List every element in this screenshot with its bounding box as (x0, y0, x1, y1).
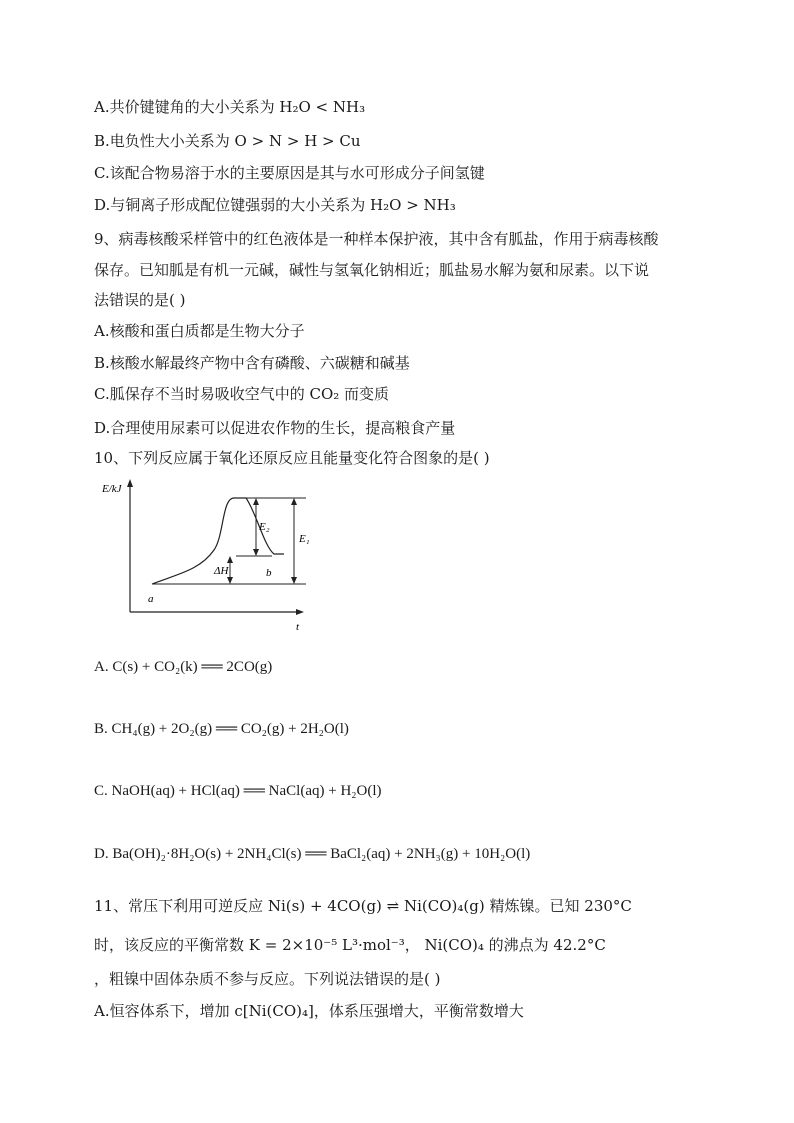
energy-diagram (96, 476, 326, 636)
q8-option-b: B.电负性大小关系为 O > N > H > Cu (94, 132, 361, 150)
q8-option-a: A.共价键键角的大小关系为 H₂O < NH₃ (94, 98, 366, 116)
q10-stem: 10、下列反应属于氧化还原反应且能量变化符合图象的是( ) (94, 449, 490, 467)
q9-option-c: C.胍保存不当时易吸收空气中的 CO₂ 而变质 (94, 385, 390, 403)
y-axis-label: E/kJ (102, 483, 122, 495)
q8-option-d: D.与铜离子形成配位键强弱的大小关系为 H₂O > NH₃ (94, 196, 456, 214)
q11-option-a: A.恒容体系下，增加 c[Ni(CO)₄]，体系压强增大，平衡常数增大 (94, 1002, 524, 1020)
label-delta-h: ΔH (214, 565, 229, 577)
q10-option-d: D. Ba(OH)₂·8H₂O(s) + 2NH₄Cl(s) ══ BaCl₂(aq) + 2NH₃(g) + 10H₂O(l) (94, 846, 531, 862)
q9-option-d: D.合理使用尿素可以促进农作物的生长，提高粮食产量 (94, 419, 456, 437)
q10-option-c: C. NaOH(aq) + HCl(aq) ══ NaCl(aq) + H₂O(l) (94, 783, 382, 799)
q11-stem-line3: ，粗镍中固体杂质不参与反应。下列说法错误的是( ) (94, 970, 441, 988)
q10-option-a: A. C(s) + CO₂(k) ══ 2CO(g) (94, 659, 273, 675)
q9-stem-line3: 法错误的是( ) (94, 291, 186, 309)
q9-stem-line1: 9、病毒核酸采样管中的红色液体是一种样本保护液，其中含有胍盐，作用于病毒核酸 (94, 230, 659, 248)
q11-stem-line2: 时，该反应的平衡常数 K = 2×10⁻⁵ L³·mol⁻³， Ni(CO)₄ 的沸点为 42.2°C (94, 936, 606, 954)
x-axis-arrow (296, 609, 304, 615)
q9-option-b: B.核酸水解最终产物中含有磷酸、六碳糖和碱基 (94, 354, 410, 372)
label-e1: E₁ (299, 533, 310, 545)
label-a: a (148, 593, 154, 605)
label-e2: E₂ (259, 521, 270, 533)
q9-stem-line2: 保存。已知胍是有机一元碱，碱性与氢氧化钠相近；胍盐易水解为氨和尿素。以下说 (94, 261, 650, 279)
y-axis-arrow (127, 479, 133, 487)
q10-option-b: B. CH₄(g) + 2O₂(g) ══ CO₂(g) + 2H₂O(l) (94, 721, 349, 737)
x-axis-label: t (296, 621, 300, 633)
q9-option-a: A.核酸和蛋白质都是生物大分子 (94, 322, 305, 340)
label-b: b (266, 567, 272, 579)
q11-stem-line1: 11、常压下利用可逆反应 Ni(s) + 4CO(g) ⇌ Ni(CO)₄(g) 精炼镍。已知 230°C (94, 897, 632, 915)
q8-option-c: C.该配合物易溶于水的主要原因是其与水可形成分子间氢键 (94, 164, 485, 182)
